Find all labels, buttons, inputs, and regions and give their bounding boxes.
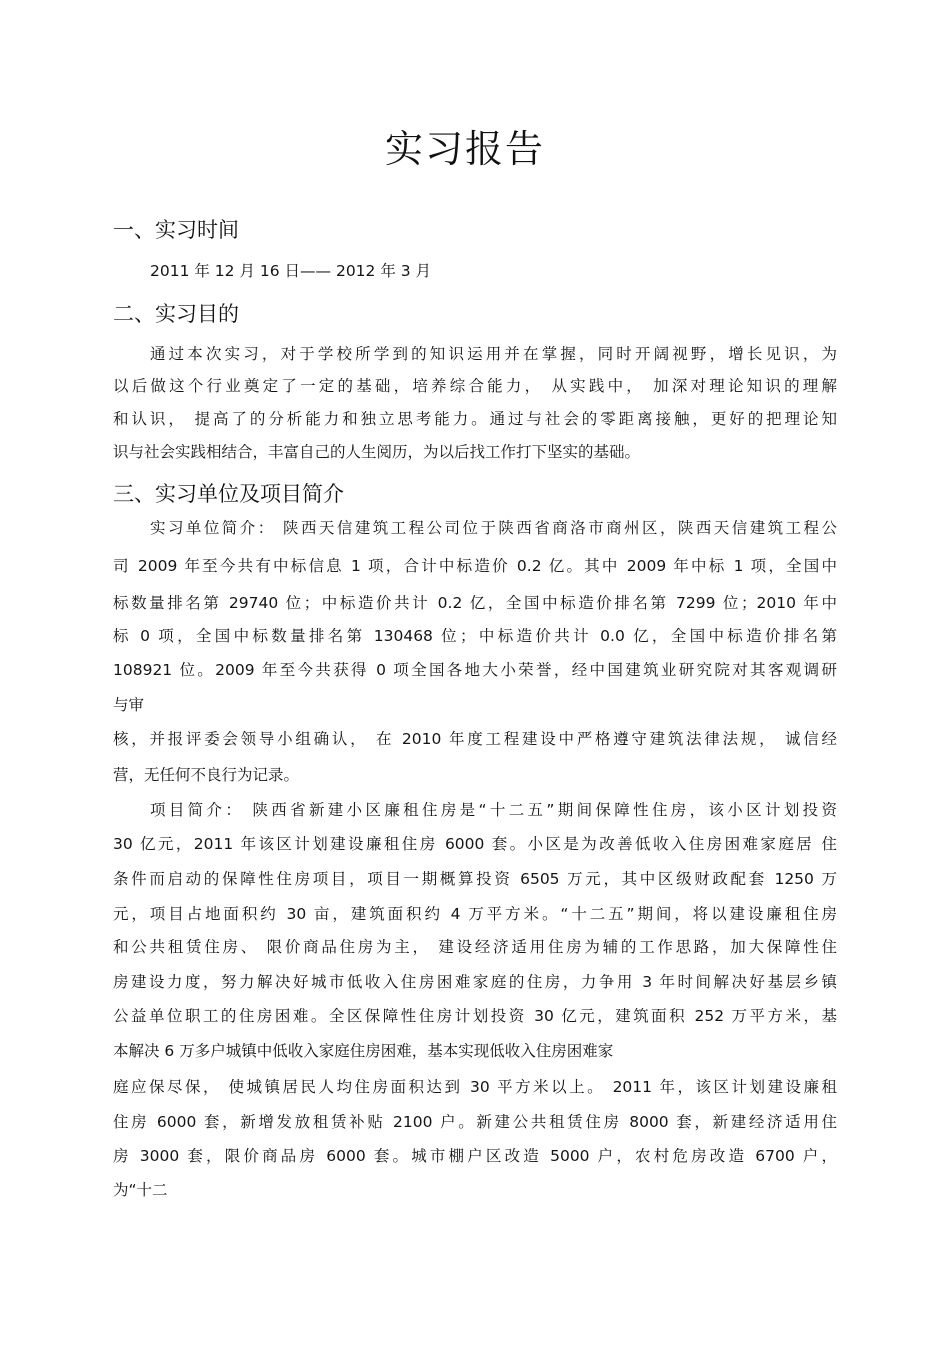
paragraph-line: 房 3000 套，限价商品房 6000 套。城市棚户区改造 5000 户，农村危房改造 6700 户， <box>113 1147 837 1165</box>
paragraph-line: 和公共租赁住房、 限价商品住房为主， 建设经济适用住房为辅的工作思路，加大保障性住 <box>113 938 837 956</box>
paragraph-line: 30 亿元，2011 年该区计划建设廉租住房 6000 套。小区是为改善低收入住房困难家庭居 住 <box>113 835 837 853</box>
section-heading-internship-purpose: 二、实习目的 <box>113 302 239 326</box>
paragraph-line: 和认识， 提高了的分析能力和独立思考能力。通过与社会的零距离接触，更好的把理论知 <box>113 410 837 428</box>
paragraph-line: 以后做这个行业奠定了一定的基础，培养综合能力， 从实践中， 加深对理论知识的理解 <box>113 377 837 395</box>
paragraph-line: 营，无任何不良行为记录。 <box>113 766 300 784</box>
paragraph-line: 公益单位职工的住房困难。全区保障性住房计划投资 30 亿元，建筑面积 252 万平方米，基 <box>113 1007 837 1025</box>
paragraph-line: 标数量排名第 29740 位；中标造价共计 0.2 亿，全国中标造价排名第 7299 位；2010 年中 <box>113 594 837 612</box>
paragraph-line: 本解决 6 万多户城镇中低收入家庭住房困难，基本实现低收入住房困难家 <box>113 1042 614 1060</box>
paragraph-line: 核，并报评委会领导小组确认， 在 2010 年度工程建设中严格遵守建筑法律法规， 诚信经 <box>113 730 837 748</box>
paragraph-line: 元，项目占地面积约 30 亩，建筑面积约 4 万平方米。“十二五”期间，将以建设廉租住房 <box>113 905 837 923</box>
page-title: 实习报告 <box>384 127 545 171</box>
section-heading-internship-time: 一、实习时间 <box>113 218 239 242</box>
paragraph-line: 108921 位。2009 年至今共获得 0 项全国各地大小荣誉，经中国建筑业研究院对其客观调研 <box>113 661 837 679</box>
paragraph-line: 住房 6000 套，新增发放租赁补贴 2100 户。新建公共租赁住房 8000 套，新建经济适用住 <box>113 1113 837 1131</box>
paragraph-line: 通过本次实习，对于学校所学到的知识运用并在掌握，同时开阔视野，增长见识，为 <box>150 345 837 363</box>
paragraph-line: 与审 <box>113 696 145 714</box>
paragraph-line: 识与社会实践相结合，丰富自己的人生阅历，为以后找工作打下坚实的基础。 <box>113 443 641 461</box>
paragraph-line: 庭应保尽保， 使城镇居民人均住房面积达到 30 平方米以上。 2011 年，该区计划建设廉租 <box>113 1078 837 1096</box>
paragraph-line: 司 2009 年至今共有中标信息 1 项，合计中标造价 0.2 亿。其中 2009 年中标 1 项，全国中 <box>113 557 837 575</box>
section-heading-unit-and-project: 三、实习单位及项目简介 <box>113 482 344 506</box>
paragraph-line: 实习单位简介： 陕西天信建筑工程公司位于陕西省商洛市商州区，陕西天信建筑工程公 <box>150 519 837 537</box>
paragraph-line: 房建设力度，努力解决好城市低收入住房困难家庭的住房，力争用 3 年时间解决好基层乡镇 <box>113 973 837 991</box>
paragraph-line: 标 0 项，全国中标数量排名第 130468 位；中标造价共计 0.0 亿，全国中标造价排名第 <box>113 627 837 645</box>
paragraph-line: 为“十二 <box>113 1181 168 1199</box>
paragraph-line: 条件而启动的保障性住房项目，项目一期概算投资 6505 万元，其中区级财政配套 1250 万 <box>113 870 837 888</box>
paragraph-line: 2011 年 12 月 16 日—— 2012 年 3 月 <box>150 262 432 280</box>
paragraph-line: 项目简介： 陕西省新建小区廉租住房是“十二五”期间保障性住房，该小区计划投资 <box>150 801 837 819</box>
